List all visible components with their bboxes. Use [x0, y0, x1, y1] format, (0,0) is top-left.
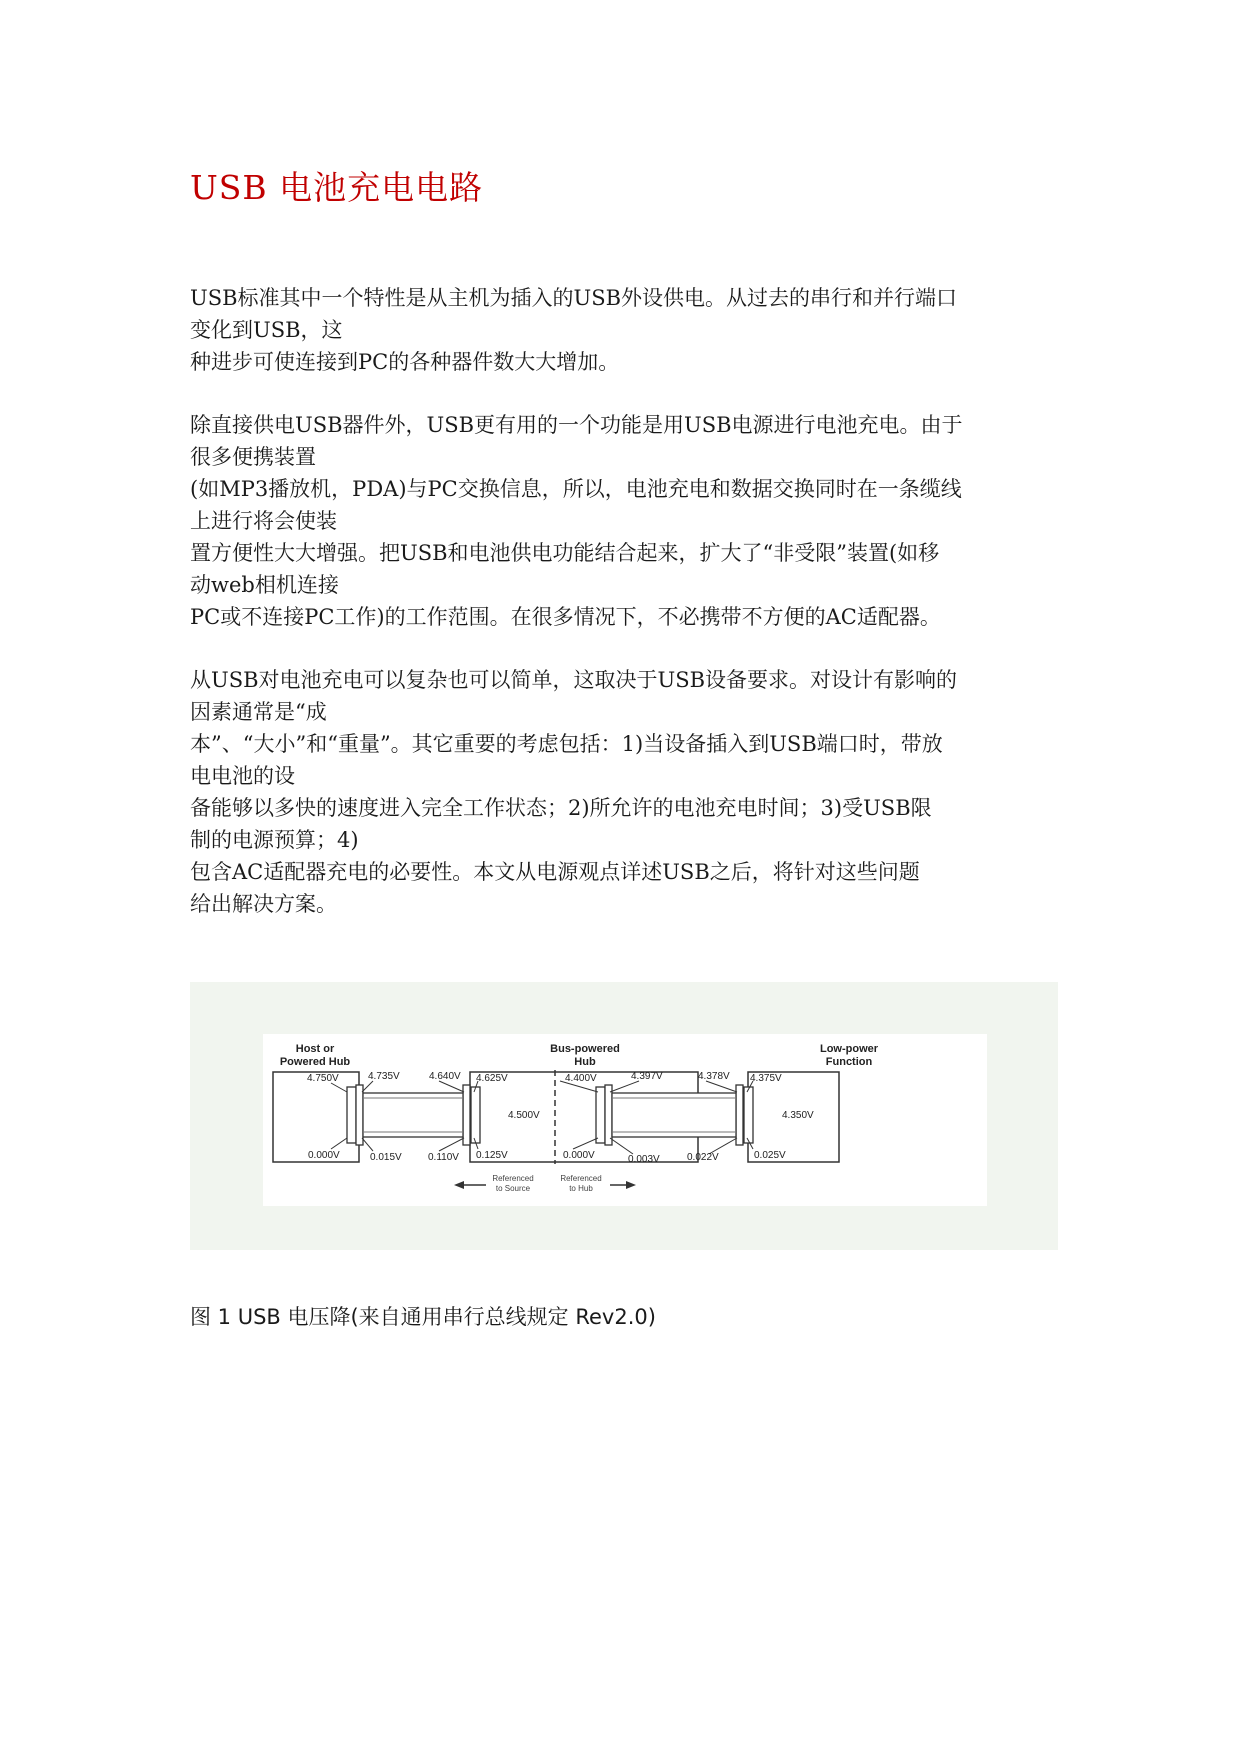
connector-hubin-a	[463, 1085, 470, 1145]
cable-1	[363, 1093, 463, 1137]
connector-hubout-a	[596, 1087, 605, 1143]
text-line: 置方便性大大增强。把USB和电池供电功能结合起来，扩大了“非受限”装置(如移	[190, 541, 940, 565]
host-heading-1: Host or	[295, 1043, 335, 1055]
voltage-label: 0.022V	[687, 1152, 719, 1163]
paragraph-2	[190, 409, 1060, 633]
voltage-label: 4.400V	[565, 1073, 597, 1084]
ref-hub-label-2: to Hub	[569, 1184, 593, 1193]
text-line: 变化到USB，这	[190, 318, 343, 342]
voltage-label: 4.350V	[782, 1110, 814, 1121]
text-line: PC或不连接PC工作)的工作范围。在很多情况下，不必携带不方便的AC适配器。	[190, 605, 941, 629]
voltage-label: 4.397V	[631, 1071, 663, 1082]
voltage-label: 0.000V	[563, 1150, 595, 1161]
text-line: 因素通常是“成	[190, 700, 327, 724]
usb-voltage-drop-figure	[190, 982, 1058, 1250]
voltage-label: 4.500V	[508, 1110, 540, 1121]
text-line: 电电池的设	[190, 764, 295, 788]
voltage-label: 4.378V	[698, 1071, 730, 1082]
hub-heading-2: Hub	[574, 1056, 596, 1068]
hub-heading-1: Bus-powered	[550, 1043, 620, 1055]
text-line: 本”、“大小”和“重量”。其它重要的考虑包括：1)当设备插入到USB端口时，带放	[190, 732, 943, 756]
text-line: USB标准其中一个特性是从主机为插入的USB外设供电。从过去的串行和并行端口	[190, 286, 958, 310]
document-title: USB 电池充电电路	[190, 168, 484, 207]
voltage-label: 0.003V	[628, 1154, 660, 1165]
connector-func-a	[736, 1085, 743, 1145]
connector-func-b	[744, 1087, 753, 1143]
cable-2	[612, 1093, 736, 1137]
voltage-label: 4.375V	[750, 1073, 782, 1084]
figure-caption: 图 1 USB 电压降(来自通用串行总线规定 Rev2.0)	[190, 1305, 656, 1329]
text-line: 制的电源预算；4)	[190, 828, 359, 852]
text-line: 包含AC适配器充电的必要性。本文从电源观点详述USB之后，将针对这些问题	[190, 860, 920, 884]
text-line: 上进行将会使装	[190, 509, 337, 533]
ref-hub-label-1: Referenced	[560, 1174, 602, 1183]
voltage-drop-diagram	[190, 982, 1058, 1250]
text-line: 动web相机连接	[190, 573, 339, 597]
voltage-label: 0.000V	[308, 1150, 340, 1161]
ref-source-label-2: to Source	[495, 1184, 531, 1193]
voltage-label: 4.735V	[368, 1071, 400, 1082]
text-line: (如MP3播放机，PDA)与PC交换信息，所以，电池充电和数据交换同时在一条缆线	[190, 477, 962, 501]
paragraph-1	[190, 282, 1060, 378]
text-line: 给出解决方案。	[190, 892, 337, 916]
connector-host-a	[347, 1087, 356, 1143]
voltage-label: 0.110V	[428, 1152, 459, 1163]
text-line: 种进步可使连接到PC的各种器件数大大增加。	[190, 350, 620, 374]
paragraph-3	[190, 664, 1060, 920]
connector-host-b	[356, 1085, 363, 1145]
ref-source-label-1: Referenced	[492, 1174, 534, 1183]
voltage-label: 4.640V	[429, 1071, 461, 1082]
voltage-label: 4.625V	[476, 1073, 508, 1084]
text-line: 很多便携装置	[190, 445, 316, 469]
connector-hubout-b	[605, 1085, 612, 1145]
text-line: 从USB对电池充电可以复杂也可以简单，这取决于USB设备要求。对设计有影响的	[190, 668, 958, 692]
function-heading-2: Function	[825, 1056, 873, 1068]
text-line: 备能够以多快的速度进入完全工作状态；2)所允许的电池充电时间；3)受USB限	[190, 796, 932, 820]
voltage-label: 0.025V	[754, 1150, 786, 1161]
connector-hubin-b	[471, 1087, 480, 1143]
voltage-label: 4.750V	[307, 1073, 339, 1084]
function-heading-1: Low-power	[819, 1043, 879, 1055]
body-text	[190, 282, 1060, 951]
host-heading-2: Powered Hub	[279, 1056, 351, 1068]
text-line: 除直接供电USB器件外，USB更有用的一个功能是用USB电源进行电池充电。由于	[190, 413, 963, 437]
voltage-label: 0.125V	[476, 1150, 508, 1161]
voltage-label: 0.015V	[370, 1152, 402, 1163]
